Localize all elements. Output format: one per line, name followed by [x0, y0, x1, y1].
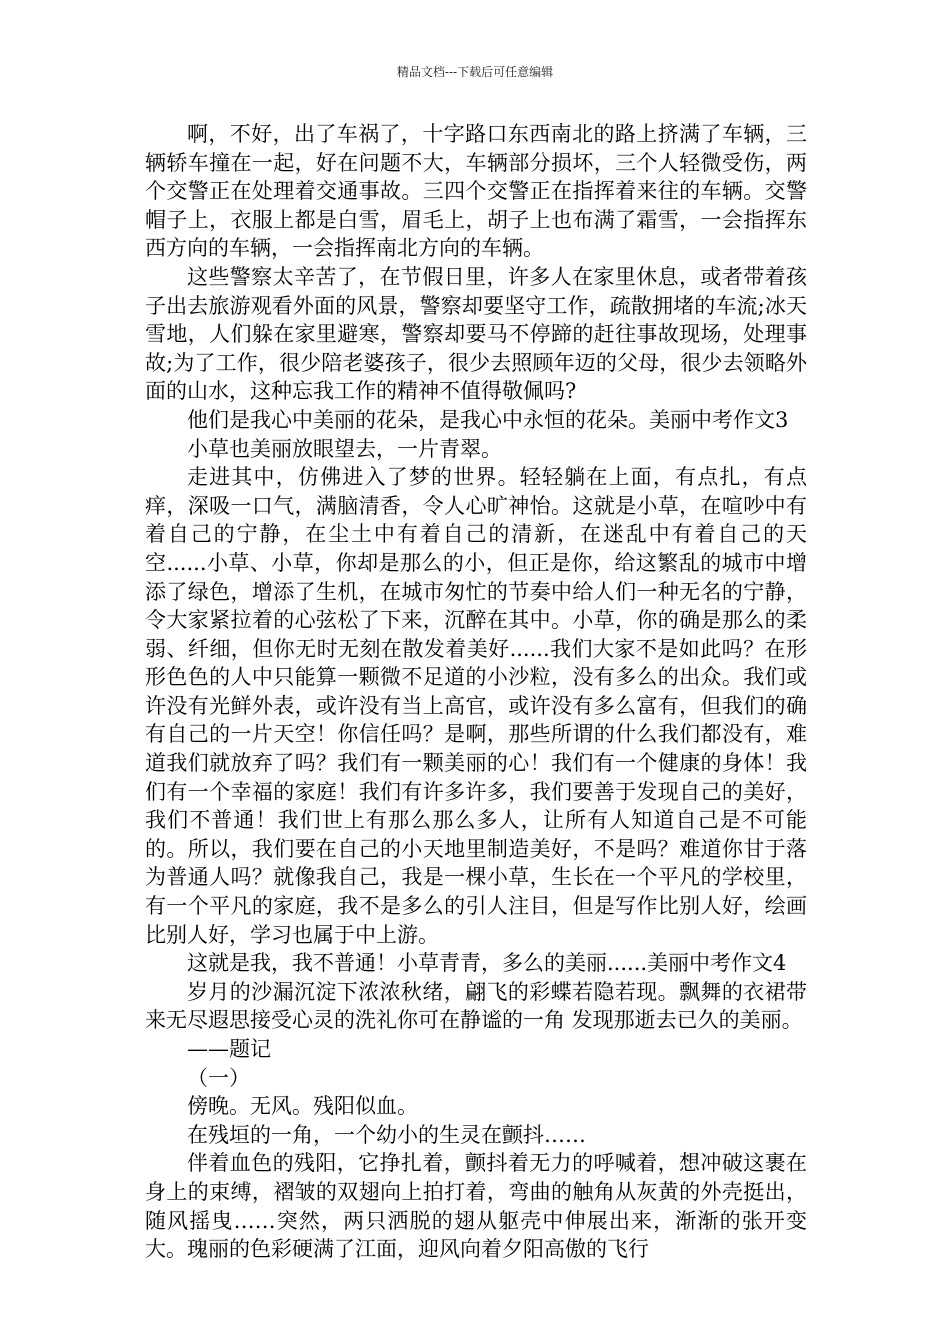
paragraph: 这就是我，我不普通！小草青青，多么的美丽......美丽中考作文4	[187, 951, 787, 976]
paragraph: ——题记	[187, 1037, 271, 1061]
paragraph: 走进其中，仿佛进入了梦的世界。轻轻躺在上面，有点扎，有点痒，深吸一口气，满脑清香，令人心旷神怡。这就是小草，在喧吵中有着自己的宁静，在尘土中有着自己的清新，在迷乱中有着自己的天空......小草、小草，你却是那么的小，但正是你，给这繁乱的城市中增添了绿色，增添了生机，在城市匆忙的节奏中给人们一种无名的宁静，令大家紧拉着的心弦松了下来，沉醉在其中。小草，你的确是那么的柔弱、纤细，但你无时无刻在散发着美好......我们大家不是如此吗？在形形色色的人中只能算一颗微不足道的小沙粒，没有多么的出众。我们或许没有光鲜外表，或许没有当上高官，或许没有多么富有，但我们的确有自己的一片天空！你信任吗？是啊，那些所谓的什么我们都没有，难道我们就放弃了吗？我们有一颗美丽的心！我们有一个健康的身体！我们有一个幸福的家庭！我们有许多许多，我们要善于发现自己的美好，我们不普通！我们世上有那么那么多人，让所有人知道自己是不可能的。所以，我们要在自己的小天地里制造美好，不是吗？难道你甘于落为普通人吗？就像我自己，我是一棵小草，生长在一个平凡的学校里，有一个平凡的家庭，我不是多么的引人注目，但是写作比别人好，绘画比别人好，学习也属于中上游。	[145, 465, 807, 947]
paragraph: 啊，不好，出了车祸了，十字路口东西南北的路上挤满了车辆，三辆轿车撞在一起，好在问题不大，车辆部分损坏，三个人轻微受伤，两个交警正在处理着交通事故。三四个交警正在指挥着来往的车辆。交警帽子上，衣服上都是白雪，眉毛上，胡子上也布满了霜雪，一会指挥东西方向的车辆，一会指挥南北方向的车辆。	[145, 122, 807, 261]
paragraph: （一）	[187, 1065, 250, 1090]
paragraph: 岁月的沙漏沉淀下浓浓秋绪，翩飞的彩蝶若隐若现。飘舞的衣裙带来无尽遐思接受心灵的洗礼你可在静谧的一角 发现那逝去已久的美丽。	[145, 979, 807, 1033]
paragraph: 伴着血色的残阳，它挣扎着，颤抖着无力的呼喊着，想冲破这裹在身上的束缚，褶皱的双翅向上拍打着，弯曲的触角从灰黄的外壳挺出，随风摇曳……突然，两只洒脱的翅从躯壳中伸展出来，渐渐的张开变大。瑰丽的色彩硬满了江面，迎风向着夕阳高傲的飞行	[145, 1151, 807, 1262]
paragraph: 他们是我心中美丽的花朵，是我心中永恒的花朵。美丽中考作文3	[187, 407, 789, 432]
paragraph: 在残垣的一角，一个幼小的生灵在颤抖……	[187, 1122, 586, 1147]
page-header: 精品文档---下载后可任意编辑	[396, 65, 554, 79]
paragraph: 傍晚。无风。残阳似血。	[187, 1094, 418, 1119]
paragraph: 小草也美丽放眼望去，一片青翠。	[187, 436, 502, 461]
document-body	[145, 120, 807, 1264]
paragraph: 这些警察太辛苦了，在节假日里，许多人在家里休息，或者带着孩子出去旅游观看外面的风景，警察却要坚守工作，疏散拥堵的车流;冰天雪地，人们躲在家里避寒，警察却要马不停蹄的赶往事故现场，处理事故;为了工作，很少陪老婆孩子，很少去照顾年迈的父母，很少去领略外面的山水，这种忘我工作的精神不值得敬佩吗?	[145, 264, 807, 404]
